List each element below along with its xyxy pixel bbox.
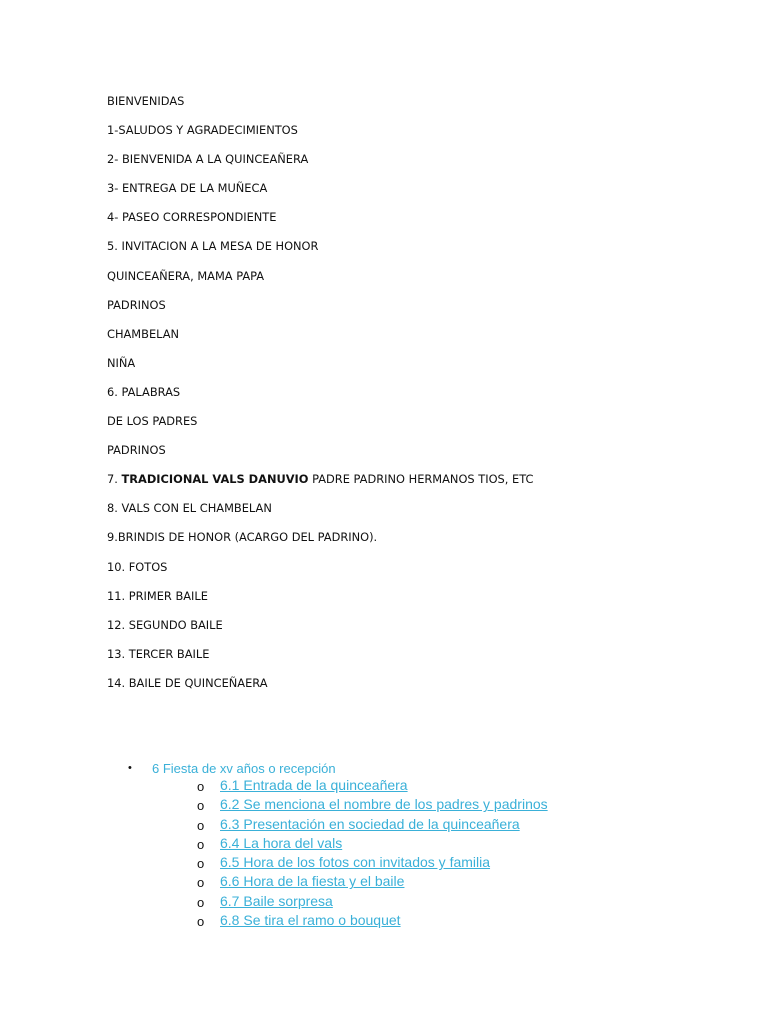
circle-bullet-icon: o xyxy=(197,798,205,814)
agenda-item: 13. TERCER BAILE xyxy=(107,646,210,661)
agenda-item: PADRINOS xyxy=(107,443,166,458)
toc-link-entrada[interactable]: 6.1 Entrada de la quinceañera xyxy=(220,777,408,793)
agenda-item: 6. PALABRAS xyxy=(107,384,181,399)
toc-link-presentacion[interactable]: 6.3 Presentación en sociedad de la quinceañera xyxy=(220,815,520,832)
agenda-item: 10. FOTOS xyxy=(107,559,168,574)
toc-subitem xyxy=(0,853,548,872)
agenda-item xyxy=(107,470,533,499)
bullet-icon: • xyxy=(128,762,132,774)
toc-link-fotos[interactable]: 6.5 Hora de los fotos con invitados y familia xyxy=(220,854,491,871)
agenda-item: 2- BIENVENIDA A LA QUINCEAÑERA xyxy=(107,152,309,167)
toc-subitem xyxy=(0,834,548,853)
agenda-item: DE LOS PADRES xyxy=(107,414,198,429)
agenda-item: QUINCEAÑERA, MAMA PAPA xyxy=(107,268,265,283)
agenda-item: 14. BAILE DE QUINCEÑAERA xyxy=(107,675,268,690)
toc-subitem xyxy=(0,815,548,834)
circle-bullet-icon: o xyxy=(197,894,205,910)
circle-bullet-icon: o xyxy=(197,914,205,930)
agenda-item: 4- PASEO CORRESPONDIENTE xyxy=(107,210,277,225)
circle-bullet-icon: o xyxy=(197,856,205,872)
toc-link-vals[interactable]: 6.4 La hora del vals xyxy=(220,834,343,851)
agenda-item: BIENVENIDAS xyxy=(107,94,185,108)
agenda-item: PADRINOS xyxy=(107,297,166,312)
toc-link-fiesta-baile[interactable]: 6.6 Hora de la fiesta y el baile xyxy=(220,873,405,890)
toc-link-ramo[interactable]: 6.8 Se tira el ramo o bouquet xyxy=(220,912,401,929)
agenda-item: 9.BRINDIS DE HONOR (ACARGO DEL PADRINO). xyxy=(107,530,378,545)
circle-bullet-icon: o xyxy=(197,817,205,833)
agenda-item: 5. INVITACION A LA MESA DE HONOR xyxy=(107,239,319,254)
toc-subitem xyxy=(0,911,548,930)
agenda-list xyxy=(107,92,533,703)
agenda-item-prefix: 7. xyxy=(107,472,122,487)
toc-subitem xyxy=(0,795,548,814)
toc-subitem xyxy=(0,776,548,795)
agenda-item-suffix: PADRE PADRINO HERMANOS TIOS, ETC xyxy=(308,472,534,487)
circle-bullet-icon: o xyxy=(197,875,205,891)
toc-link-baile-sorpresa[interactable]: 6.7 Baile sorpresa xyxy=(220,892,333,909)
agenda-item: 12. SEGUNDO BAILE xyxy=(107,617,223,632)
toc-subitem xyxy=(0,892,548,911)
agenda-item: 3- ENTREGA DE LA MUÑECA xyxy=(107,181,268,196)
agenda-item: CHAMBELAN xyxy=(107,326,180,341)
toc-sublist xyxy=(0,776,548,930)
toc-link-fiesta[interactable]: 6 Fiesta de xv años o recepción xyxy=(152,761,336,776)
agenda-item: 11. PRIMER BAILE xyxy=(107,588,208,603)
agenda-item: NIÑA xyxy=(107,355,136,370)
agenda-item: 1-SALUDOS Y AGRADECIMIENTOS xyxy=(107,123,298,138)
toc-subitem xyxy=(0,872,548,891)
circle-bullet-icon: o xyxy=(197,779,205,794)
agenda-item-bold: TRADICIONAL VALS DANUVIO xyxy=(121,472,309,487)
circle-bullet-icon: o xyxy=(197,836,205,852)
agenda-item: 8. VALS CON EL CHAMBELAN xyxy=(107,501,272,516)
toc-link-padres-padrinos[interactable]: 6.2 Se menciona el nombre de los padres y padrinos xyxy=(220,796,548,813)
